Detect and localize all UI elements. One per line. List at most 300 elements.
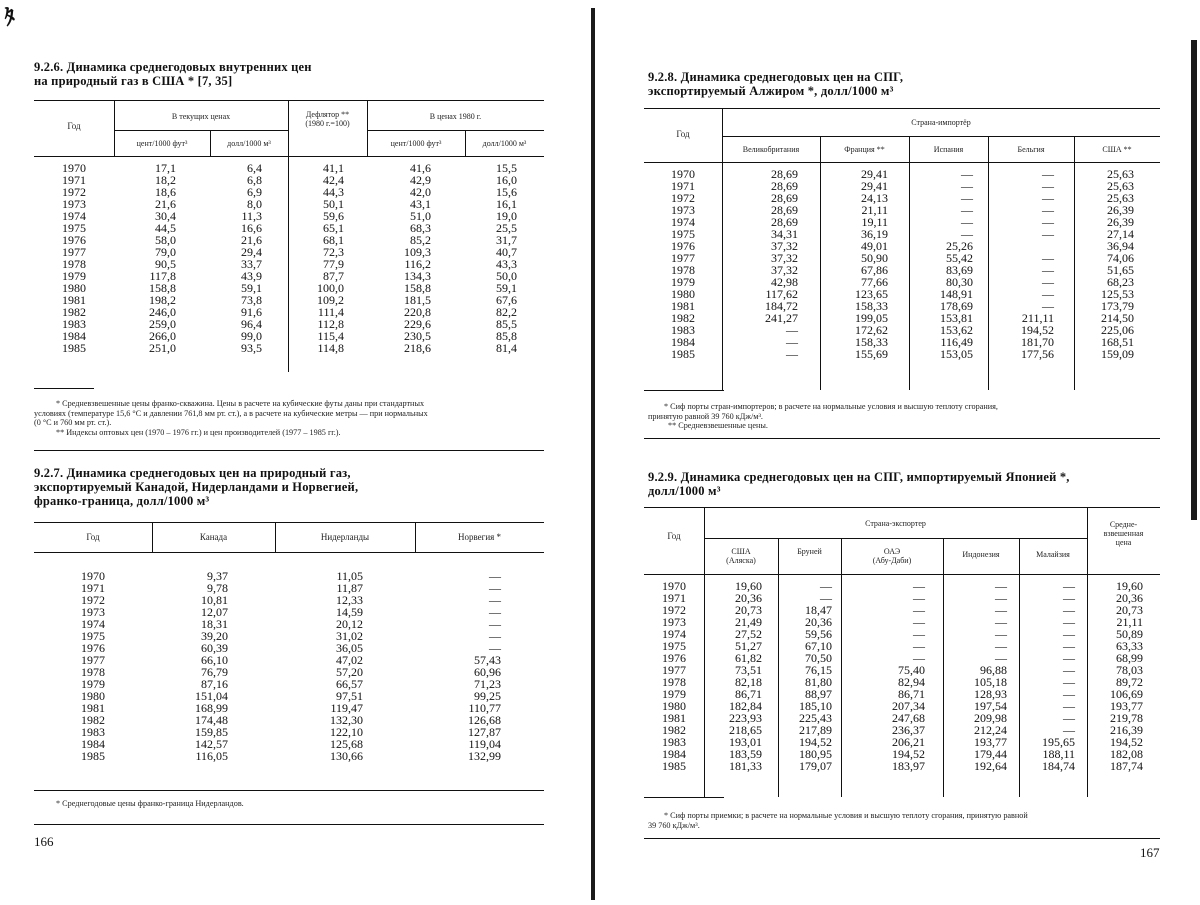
col-year-header: Год: [67, 121, 81, 131]
table-cell: 109,2: [317, 293, 344, 307]
table-cell: 27,14: [1107, 227, 1134, 241]
table-cell: 218,65: [729, 723, 762, 737]
table-cell: 28,69: [771, 167, 798, 181]
table-cell: 1974: [662, 627, 686, 641]
table-cell: 220,8: [404, 305, 431, 319]
table-cell: 1971: [62, 173, 86, 187]
table-cell: 85,5: [496, 317, 517, 331]
table-926-cent-current: [114, 162, 176, 354]
table-cell: 1979: [62, 269, 86, 283]
table-cell: —: [913, 615, 925, 629]
table-cell: 1979: [81, 677, 105, 691]
table-cell: 194,52: [1110, 735, 1143, 749]
table-cell: 158,8: [404, 281, 431, 295]
table-cell: 75,40: [898, 663, 925, 677]
table-cell: 51,65: [1107, 263, 1134, 277]
table-cell: 194,52: [799, 735, 832, 749]
table-cell: 50,0: [496, 269, 517, 283]
table-cell: 61,82: [735, 651, 762, 665]
table-cell: 179,07: [799, 759, 832, 773]
table-926-doll-1980: [465, 162, 517, 354]
table-cell: 184,74: [1042, 759, 1075, 773]
table-cell: 174,48: [195, 713, 228, 727]
table-929-weighted: [1087, 580, 1143, 772]
table-cell: 42,4: [323, 173, 344, 187]
table-cell: 1970: [662, 579, 686, 593]
table-cell: 266,0: [149, 329, 176, 343]
table-cell: —: [961, 167, 973, 181]
table-927-title: 9.2.7. Динамика среднегодовых цен на природный газ, экспортируемый Канадой, Нидерландами и Норвегией, франко-граница, долл/1000 м³: [34, 466, 359, 508]
t928-year-header: Год: [676, 129, 690, 139]
t929-year-header: Год: [667, 531, 681, 541]
table-cell: 105,18: [974, 675, 1007, 689]
table-cell: 127,87: [468, 725, 501, 739]
table-cell: 65,1: [323, 221, 344, 235]
table-cell: 185,10: [799, 699, 832, 713]
table-cell: 199,05: [855, 311, 888, 325]
table-cell: 1974: [81, 617, 105, 631]
footnote-rule: [34, 388, 94, 389]
table-cell: 19,60: [1116, 579, 1143, 593]
table-cell: 168,99: [195, 701, 228, 715]
table-cell: —: [1042, 263, 1054, 277]
table-cell: 68,23: [1107, 275, 1134, 289]
table-cell: 91,6: [241, 305, 262, 319]
table-cell: 251,0: [149, 341, 176, 355]
table-929-indonesia: [943, 580, 1007, 772]
table-929-title: 9.2.9. Динамика среднегодовых цен на СПГ, импортируемый Японией *, долл/1000 м³: [648, 470, 1070, 498]
table-cell: 86,71: [898, 687, 925, 701]
table-cell: 71,23: [474, 677, 501, 691]
table-cell: 27,52: [735, 627, 762, 641]
table-cell: 6,4: [247, 161, 262, 175]
table-cell: 18,6: [155, 185, 176, 199]
table-cell: —: [913, 639, 925, 653]
table-cell: —: [1042, 287, 1054, 301]
table-cell: 11,3: [241, 209, 262, 223]
table-cell: 14,59: [336, 605, 363, 619]
prices-1980-header: В ценах 1980 г.: [429, 112, 482, 121]
table-cell: 43,1: [410, 197, 431, 211]
table-927-note: * Среднегодовые цены франко-граница Нидерландов.: [56, 799, 244, 808]
table-cell: —: [1063, 711, 1075, 725]
table-cell: 1979: [662, 687, 686, 701]
table-cell: 20,73: [1116, 603, 1143, 617]
table-cell: 19,0: [496, 209, 517, 223]
table-cell: 1984: [671, 335, 695, 349]
table-cell: 153,81: [940, 311, 973, 325]
table-929-usa: [704, 580, 762, 772]
table-cell: 193,77: [1110, 699, 1143, 713]
left-page: [0, 0, 590, 905]
table-cell: 192,64: [974, 759, 1007, 773]
table-929-bottom-rule: [644, 838, 1160, 839]
table-cell: 31,7: [496, 233, 517, 247]
table-cell: —: [1063, 579, 1075, 593]
t928-uk-header: Великобритания: [742, 145, 800, 154]
table-cell: 181,5: [404, 293, 431, 307]
table-cell: 21,6: [155, 197, 176, 211]
table-cell: 87,16: [201, 677, 228, 691]
table-cell: 183,59: [729, 747, 762, 761]
table-cell: 1983: [62, 317, 86, 331]
table-cell: 182,08: [1110, 747, 1143, 761]
table-cell: 83,69: [946, 263, 973, 277]
table-926-bottom-rule: [34, 450, 544, 451]
table-cell: 25,63: [1107, 167, 1134, 181]
table-cell: 41,6: [410, 161, 431, 175]
table-cell: 1982: [662, 723, 686, 737]
table-cell: 1979: [671, 275, 695, 289]
table-cell: 93,5: [241, 341, 262, 355]
table-cell: 1978: [81, 665, 105, 679]
table-cell: 88,97: [805, 687, 832, 701]
table-cell: 111,4: [317, 305, 344, 319]
table-cell: —: [995, 579, 1007, 593]
table-cell: 41,1: [323, 161, 344, 175]
table-cell: 1984: [662, 747, 686, 761]
table-cell: 79,0: [155, 245, 176, 259]
table-cell: 1985: [671, 347, 695, 361]
table-cell: 21,11: [1116, 615, 1143, 629]
table-cell: 155,69: [855, 347, 888, 361]
table-cell: 16,6: [241, 221, 262, 235]
t929-weighted-header: Средне- взвешенная цена: [1103, 520, 1144, 547]
table-cell: 1975: [62, 221, 86, 235]
table-929-note: * Сиф порты приемки; в расчете на нормальные условия и высшую теплоту сгорания, принятую равной 39 760 кДж/м³.: [648, 811, 1028, 830]
table-cell: 1980: [671, 287, 695, 301]
t929-malaysia-header: Малайзия: [1036, 550, 1070, 559]
table-929-years: [644, 580, 704, 772]
table-cell: 1971: [671, 179, 695, 193]
table-cell: —: [1063, 627, 1075, 641]
table-cell: 181,70: [1021, 335, 1054, 349]
table-cell: 112,8: [317, 317, 344, 331]
table-926-notes: * Средневзвешенные цены франко-скважина. Цены в расчете на кубические футы даны при стандартных условиях (температуре 15,6 °С и давлении 761,8 мм рт. ст.), а в расчете на кубические метры — при нормальных (0 °С и 760 мм рт. ст.). ** Индексы оптовых цен (1970 – 1976 гг.) и цен производителей (1977 – 1985 гг.).: [34, 399, 428, 437]
table-cell: 73,8: [241, 293, 262, 307]
table-cell: 36,05: [336, 641, 363, 655]
table-cell: 99,0: [241, 329, 262, 343]
table-cell: 1983: [662, 735, 686, 749]
table-cell: 246,0: [149, 305, 176, 319]
table-cell: 44,5: [155, 221, 176, 235]
table-926-doll-current: [210, 162, 262, 354]
table-929-uae: [841, 580, 925, 772]
table-928-years: [644, 168, 722, 360]
table-cell: 20,73: [735, 603, 762, 617]
table-cell: 68,1: [323, 233, 344, 247]
t927-canada-header: Канада: [199, 532, 228, 542]
table-cell: 110,77: [468, 701, 501, 715]
table-927-canada: [152, 570, 228, 762]
table-cell: 73,51: [735, 663, 762, 677]
table-cell: 1981: [662, 711, 686, 725]
table-cell: 177,56: [1021, 347, 1054, 361]
table-cell: 25,63: [1107, 179, 1134, 193]
table-cell: 116,2: [404, 257, 431, 271]
table-cell: 194,52: [1021, 323, 1054, 337]
t927-netherlands-header: Нидерланды: [320, 532, 370, 542]
table-cell: 119,47: [330, 701, 363, 715]
table-cell: 90,5: [155, 257, 176, 271]
table-927-top-rule: [34, 522, 544, 523]
t928-importer-header: Страна-импортёр: [911, 118, 971, 127]
table-cell: 76,15: [805, 663, 832, 677]
table-cell: 109,3: [404, 245, 431, 259]
table-cell: 42,9: [410, 173, 431, 187]
table-cell: 81,4: [496, 341, 517, 355]
table-cell: 85,8: [496, 329, 517, 343]
table-cell: 1985: [81, 749, 105, 763]
table-cell: 28,69: [771, 215, 798, 229]
table-cell: 99,25: [474, 689, 501, 703]
table-cell: 1973: [671, 203, 695, 217]
table-929-malaysia: [1019, 580, 1075, 772]
table-cell: 1983: [671, 323, 695, 337]
table-cell: 134,3: [404, 269, 431, 283]
footnote-rule-928: [644, 390, 724, 391]
page-gutter: [591, 8, 595, 900]
t929-indonesia-header: Индонезия: [962, 550, 1000, 559]
table-cell: 29,41: [861, 179, 888, 193]
table-cell: 236,37: [892, 723, 925, 737]
table-cell: 125,68: [330, 737, 363, 751]
current-prices-header: В текущих ценах: [171, 112, 231, 121]
table-cell: 34,31: [771, 227, 798, 241]
table-cell: 172,62: [855, 323, 888, 337]
table-cell: 85,2: [410, 233, 431, 247]
table-cell: —: [1063, 591, 1075, 605]
table-cell: 82,2: [496, 305, 517, 319]
table-cell: 37,32: [771, 251, 798, 265]
table-cell: 1978: [662, 675, 686, 689]
table-cell: 125,53: [1101, 287, 1134, 301]
table-cell: 72,3: [323, 245, 344, 259]
table-cell: 28,69: [771, 179, 798, 193]
table-cell: —: [1063, 675, 1075, 689]
table-cell: 24,13: [861, 191, 888, 205]
table-cell: 59,56: [805, 627, 832, 641]
table-cell: 67,86: [861, 263, 888, 277]
table-cell: —: [995, 615, 1007, 629]
table-cell: 114,8: [317, 341, 344, 355]
table-cell: 178,69: [940, 299, 973, 313]
table-cell: —: [1063, 663, 1075, 677]
table-cell: 89,72: [1116, 675, 1143, 689]
table-cell: 159,09: [1101, 347, 1134, 361]
table-cell: —: [1063, 699, 1075, 713]
table-cell: 78,03: [1116, 663, 1143, 677]
table-929-top-rule: [644, 507, 1160, 508]
table-cell: 31,02: [336, 629, 363, 643]
table-cell: 214,50: [1101, 311, 1134, 325]
table-cell: 1972: [662, 603, 686, 617]
table-cell: 40,7: [496, 245, 517, 259]
table-cell: —: [1063, 651, 1075, 665]
table-cell: —: [489, 629, 501, 643]
table-cell: 159,85: [195, 725, 228, 739]
table-cell: 1972: [671, 191, 695, 205]
table-cell: 1973: [81, 605, 105, 619]
table-cell: 8,0: [247, 197, 262, 211]
table-cell: 158,33: [855, 299, 888, 313]
t928-france-header: Франция **: [844, 145, 885, 154]
table-cell: 20,36: [1116, 591, 1143, 605]
table-cell: —: [995, 603, 1007, 617]
table-cell: 15,5: [496, 161, 517, 175]
table-cell: 247,68: [892, 711, 925, 725]
table-cell: 197,54: [974, 699, 1007, 713]
table-cell: 1980: [81, 689, 105, 703]
table-cell: 151,04: [195, 689, 228, 703]
table-cell: 68,3: [410, 221, 431, 235]
table-cell: —: [961, 179, 973, 193]
page-number-right: 167: [1140, 845, 1160, 860]
table-928-belgium: [988, 168, 1054, 360]
table-cell: 1970: [81, 569, 105, 583]
table-cell: 81,80: [805, 675, 832, 689]
table-cell: 30,4: [155, 209, 176, 223]
page-number-left: 166: [34, 834, 54, 849]
table-cell: 212,24: [974, 723, 1007, 737]
table-cell: 55,42: [946, 251, 973, 265]
table-cell: 184,72: [765, 299, 798, 313]
t929-brunei-header: Бруней: [797, 547, 822, 556]
table-cell: 100,0: [317, 281, 344, 295]
table-cell: 132,99: [468, 749, 501, 763]
table-cell: 1977: [62, 245, 86, 259]
footnote-rule-929: [644, 797, 724, 798]
table-cell: 66,57: [336, 677, 363, 691]
table-cell: 60,39: [201, 641, 228, 655]
table-cell: 28,69: [771, 191, 798, 205]
table-cell: 59,1: [241, 281, 262, 295]
table-cell: 1973: [62, 197, 86, 211]
table-cell: 168,51: [1101, 335, 1134, 349]
table-928-title: 9.2.8. Динамика среднегодовых цен на СПГ, экспортируемый Алжиром *, долл/1000 м³: [648, 70, 904, 98]
table-cell: —: [1063, 615, 1075, 629]
table-cell: 218,6: [404, 341, 431, 355]
table-926-years: [34, 162, 114, 354]
table-cell: 1978: [671, 263, 695, 277]
table-cell: 36,19: [861, 227, 888, 241]
table-cell: 173,79: [1101, 299, 1134, 313]
table-cell: 12,07: [201, 605, 228, 619]
t928-usa-header: США **: [1102, 145, 1132, 154]
table-928-notes: * Сиф порты стран-импортеров; в расчете на нормальные условия и высшую теплоту сгорания, принятую равной 39 760 кДж/м³. ** Средневзвешенные цены.: [648, 402, 998, 430]
table-cell: 1975: [662, 639, 686, 653]
deflator-header: Дефлятор ** (1980 г.=100): [305, 110, 350, 128]
table-cell: —: [1063, 603, 1075, 617]
table-928-spain: [909, 168, 973, 360]
table-cell: 153,62: [940, 323, 973, 337]
table-cell: —: [786, 335, 798, 349]
table-cell: 142,57: [195, 737, 228, 751]
table-cell: 259,0: [149, 317, 176, 331]
table-cell: 116,05: [195, 749, 228, 763]
table-cell: —: [1042, 215, 1054, 229]
table-cell: 1972: [81, 593, 105, 607]
table-cell: 11,05: [336, 569, 363, 583]
table-cell: —: [995, 651, 1007, 665]
table-cell: 188,11: [1042, 747, 1075, 761]
table-cell: 37,32: [771, 239, 798, 253]
table-cell: 217,89: [799, 723, 832, 737]
table-cell: 193,77: [974, 735, 1007, 749]
table-cell: 1978: [62, 257, 86, 271]
table-cell: —: [1042, 251, 1054, 265]
table-cell: 29,4: [241, 245, 262, 259]
table-cell: —: [913, 603, 925, 617]
table-cell: —: [489, 593, 501, 607]
table-cell: 153,05: [940, 347, 973, 361]
table-929-brunei: [778, 580, 832, 772]
table-cell: 60,96: [474, 665, 501, 679]
table-cell: 16,1: [496, 197, 517, 211]
table-cell: 230,5: [404, 329, 431, 343]
table-cell: 193,01: [729, 735, 762, 749]
table-cell: 59,1: [496, 281, 517, 295]
table-cell: —: [1063, 687, 1075, 701]
corner-mark: ﾀ: [1, 2, 19, 30]
table-cell: 96,88: [980, 663, 1007, 677]
doll-m3-header: долл/1000 м³: [227, 139, 271, 148]
table-cell: 70,50: [805, 651, 832, 665]
table-cell: 44,3: [323, 185, 344, 199]
table-cell: 87,7: [323, 269, 344, 283]
table-cell: 1974: [62, 209, 86, 223]
table-cell: 1981: [81, 701, 105, 715]
table-cell: —: [1063, 639, 1075, 653]
table-cell: 225,06: [1101, 323, 1134, 337]
table-928-bottom-rule: [644, 438, 1160, 439]
table-cell: 206,21: [892, 735, 925, 749]
table-cell: 198,2: [149, 293, 176, 307]
table-927-norway: [415, 570, 501, 762]
table-cell: —: [1042, 275, 1054, 289]
table-cell: 82,18: [735, 675, 762, 689]
table-cell: 1976: [62, 233, 86, 247]
table-926-title: 9.2.6. Динамика среднегодовых внутренних цен на природный газ в США * [7, 35]: [34, 60, 312, 88]
table-cell: 57,20: [336, 665, 363, 679]
table-cell: 241,27: [765, 311, 798, 325]
cent-cuft-1980-header: цент/1000 фут³: [390, 139, 442, 148]
table-cell: 50,1: [323, 197, 344, 211]
table-cell: 51,0: [410, 209, 431, 223]
table-cell: 29,41: [861, 167, 888, 181]
doll-m3-1980-header: долл/1000 м³: [482, 139, 527, 148]
table-cell: 1982: [81, 713, 105, 727]
table-cell: 12,33: [336, 593, 363, 607]
table-cell: 180,95: [799, 747, 832, 761]
table-cell: 132,30: [330, 713, 363, 727]
table-cell: —: [913, 591, 925, 605]
table-cell: 1971: [81, 581, 105, 595]
table-cell: 119,04: [468, 737, 501, 751]
table-cell: 1974: [671, 215, 695, 229]
table-cell: —: [961, 227, 973, 241]
table-cell: —: [995, 627, 1007, 641]
table-cell: 20,36: [735, 591, 762, 605]
table-cell: 1984: [81, 737, 105, 751]
table-cell: 42,0: [410, 185, 431, 199]
table-cell: 33,7: [241, 257, 262, 271]
table-cell: 148,91: [940, 287, 973, 301]
table-cell: 19,11: [861, 215, 888, 229]
table-cell: 86,71: [735, 687, 762, 701]
table-cell: 1984: [62, 329, 86, 343]
t928-spain-header: Испания: [933, 145, 964, 154]
